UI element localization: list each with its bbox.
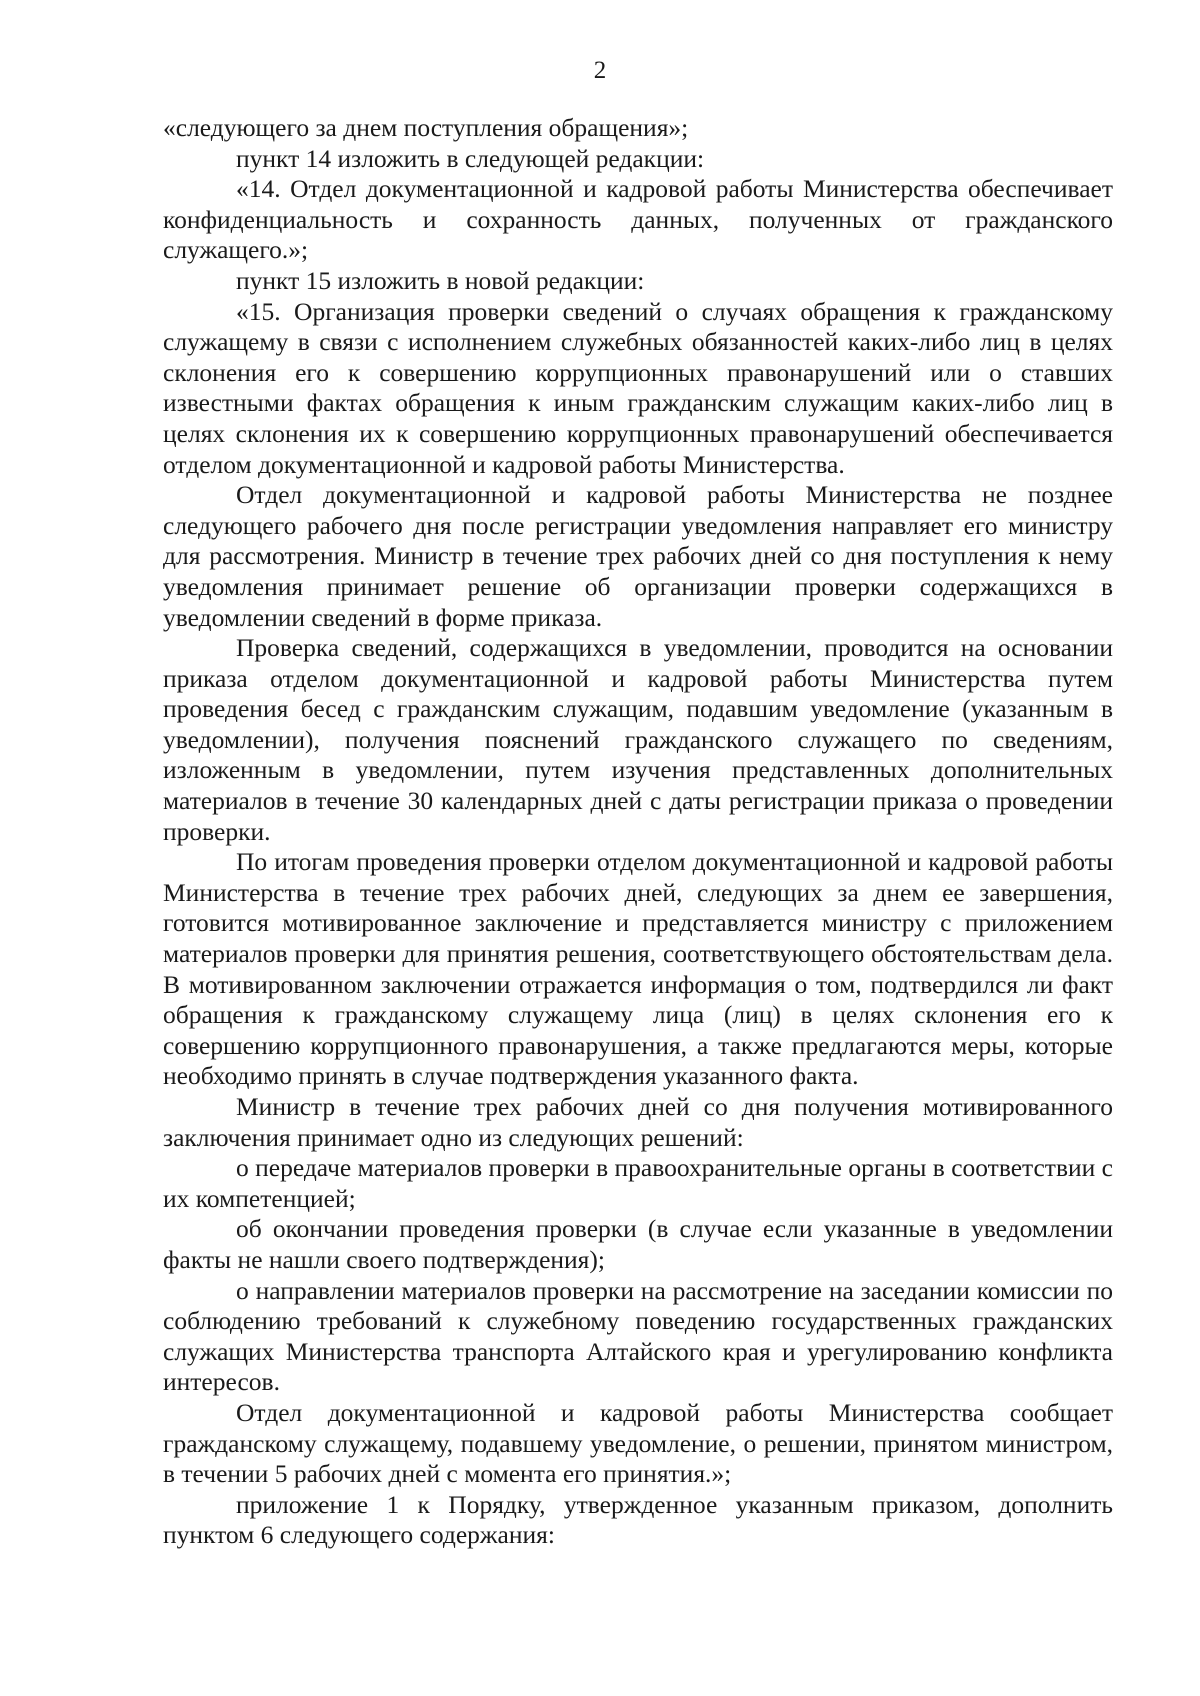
document-body xyxy=(163,113,1113,1551)
paragraph-1: «следующего за днем поступления обращения»; xyxy=(163,113,689,142)
paragraph-9: Министр в течение трех рабочих дней со дня получения мотивированного заключения принимает одно из следующих решений: xyxy=(163,1092,1113,1152)
paragraph-13: Отдел документационной и кадровой работы Министерства сообщает гражданскому служащему, подавшему уведомление, о решении, принятом министром, в течении 5 рабочих дней с момента его принятия.»; xyxy=(163,1397,1113,1489)
paragraph-10: о передаче материалов проверки в правоохранительные органы в соответствии с их компетенцией; xyxy=(163,1153,1113,1213)
page-number: 2 xyxy=(593,57,607,84)
paragraph-12: о направлении материалов проверки на рассмотрение на заседании комиссии по соблюдению требований к служебному поведению государственных гражданских служащих Министерства транспорта Алтайского края и урегулированию конфликта интересов. xyxy=(163,1275,1113,1397)
paragraph-4: пункт 15 изложить в новой редакции: xyxy=(236,265,645,295)
paragraph-6: Отдел документационной и кадровой работы Министерства не позднее следующего рабочего дня после регистрации уведомления направляет его министру для рассмотрения. Министр в течение трех рабочих дней со дня поступления к нему уведомления принимает решение об организации проверки содержащихся в уведомлении сведений в форме приказа. xyxy=(163,480,1113,632)
paragraph-7: Проверка сведений, содержащихся в уведомлении, проводится на основании приказа отделом документационной и кадровой работы Министерства путем проведения бесед с гражданским служащим, подавшим уведомление (указанным в уведомлении), получения пояснений гражданского служащего по сведениям, изложенным в уведомлении, путем изучения представленных дополнительных материалов в течение 30 календарных дней с даты регистрации приказа о проведении проверки. xyxy=(163,633,1113,846)
paragraph-5: «15. Организация проверки сведений о случаях обращения к гражданскому служащему в связи с исполнением служебных обязанностей каких-либо лиц в целях склонения его к совершению коррупционных правонарушений или о ставших известными фактах обращения к иным гражданским служащим каких-либо лиц в целях склонения их к совершению коррупционных правонарушений обеспечивается отделом документационной и кадровой работы Министерства. xyxy=(163,296,1113,479)
paragraph-14: приложение 1 к Порядку, утвержденное указанным приказом, дополнить пунктом 6 следующего содержания: xyxy=(163,1489,1113,1550)
paragraph-8: По итогам проведения проверки отделом документационной и кадровой работы Министерства в течение трех рабочих дней, следующих за днем ее завершения, готовится мотивированное заключение и представляется министру с приложением материалов проверки для принятия решения, соответствующего обстоятельствам дела. В мотивированном заключении отражается информация о том, подтвердился ли факт обращения к гражданскому служащему лица (лиц) в целях склонения его к совершению коррупционного правонарушения, а также предлагаются меры, которые необходимо принять в случае подтверждения указанного факта. xyxy=(163,847,1113,1091)
paragraph-2: пункт 14 изложить в следующей редакции: xyxy=(236,143,705,173)
paragraph-11: об окончании проведения проверки (в случае если указанные в уведомлении факты не нашли своего подтверждения); xyxy=(163,1214,1113,1274)
paragraph-3: «14. Отдел документационной и кадровой работы Министерства обеспечивает конфиденциальность и сохранность данных, полученных от гражданского служащего.»; xyxy=(163,174,1113,265)
